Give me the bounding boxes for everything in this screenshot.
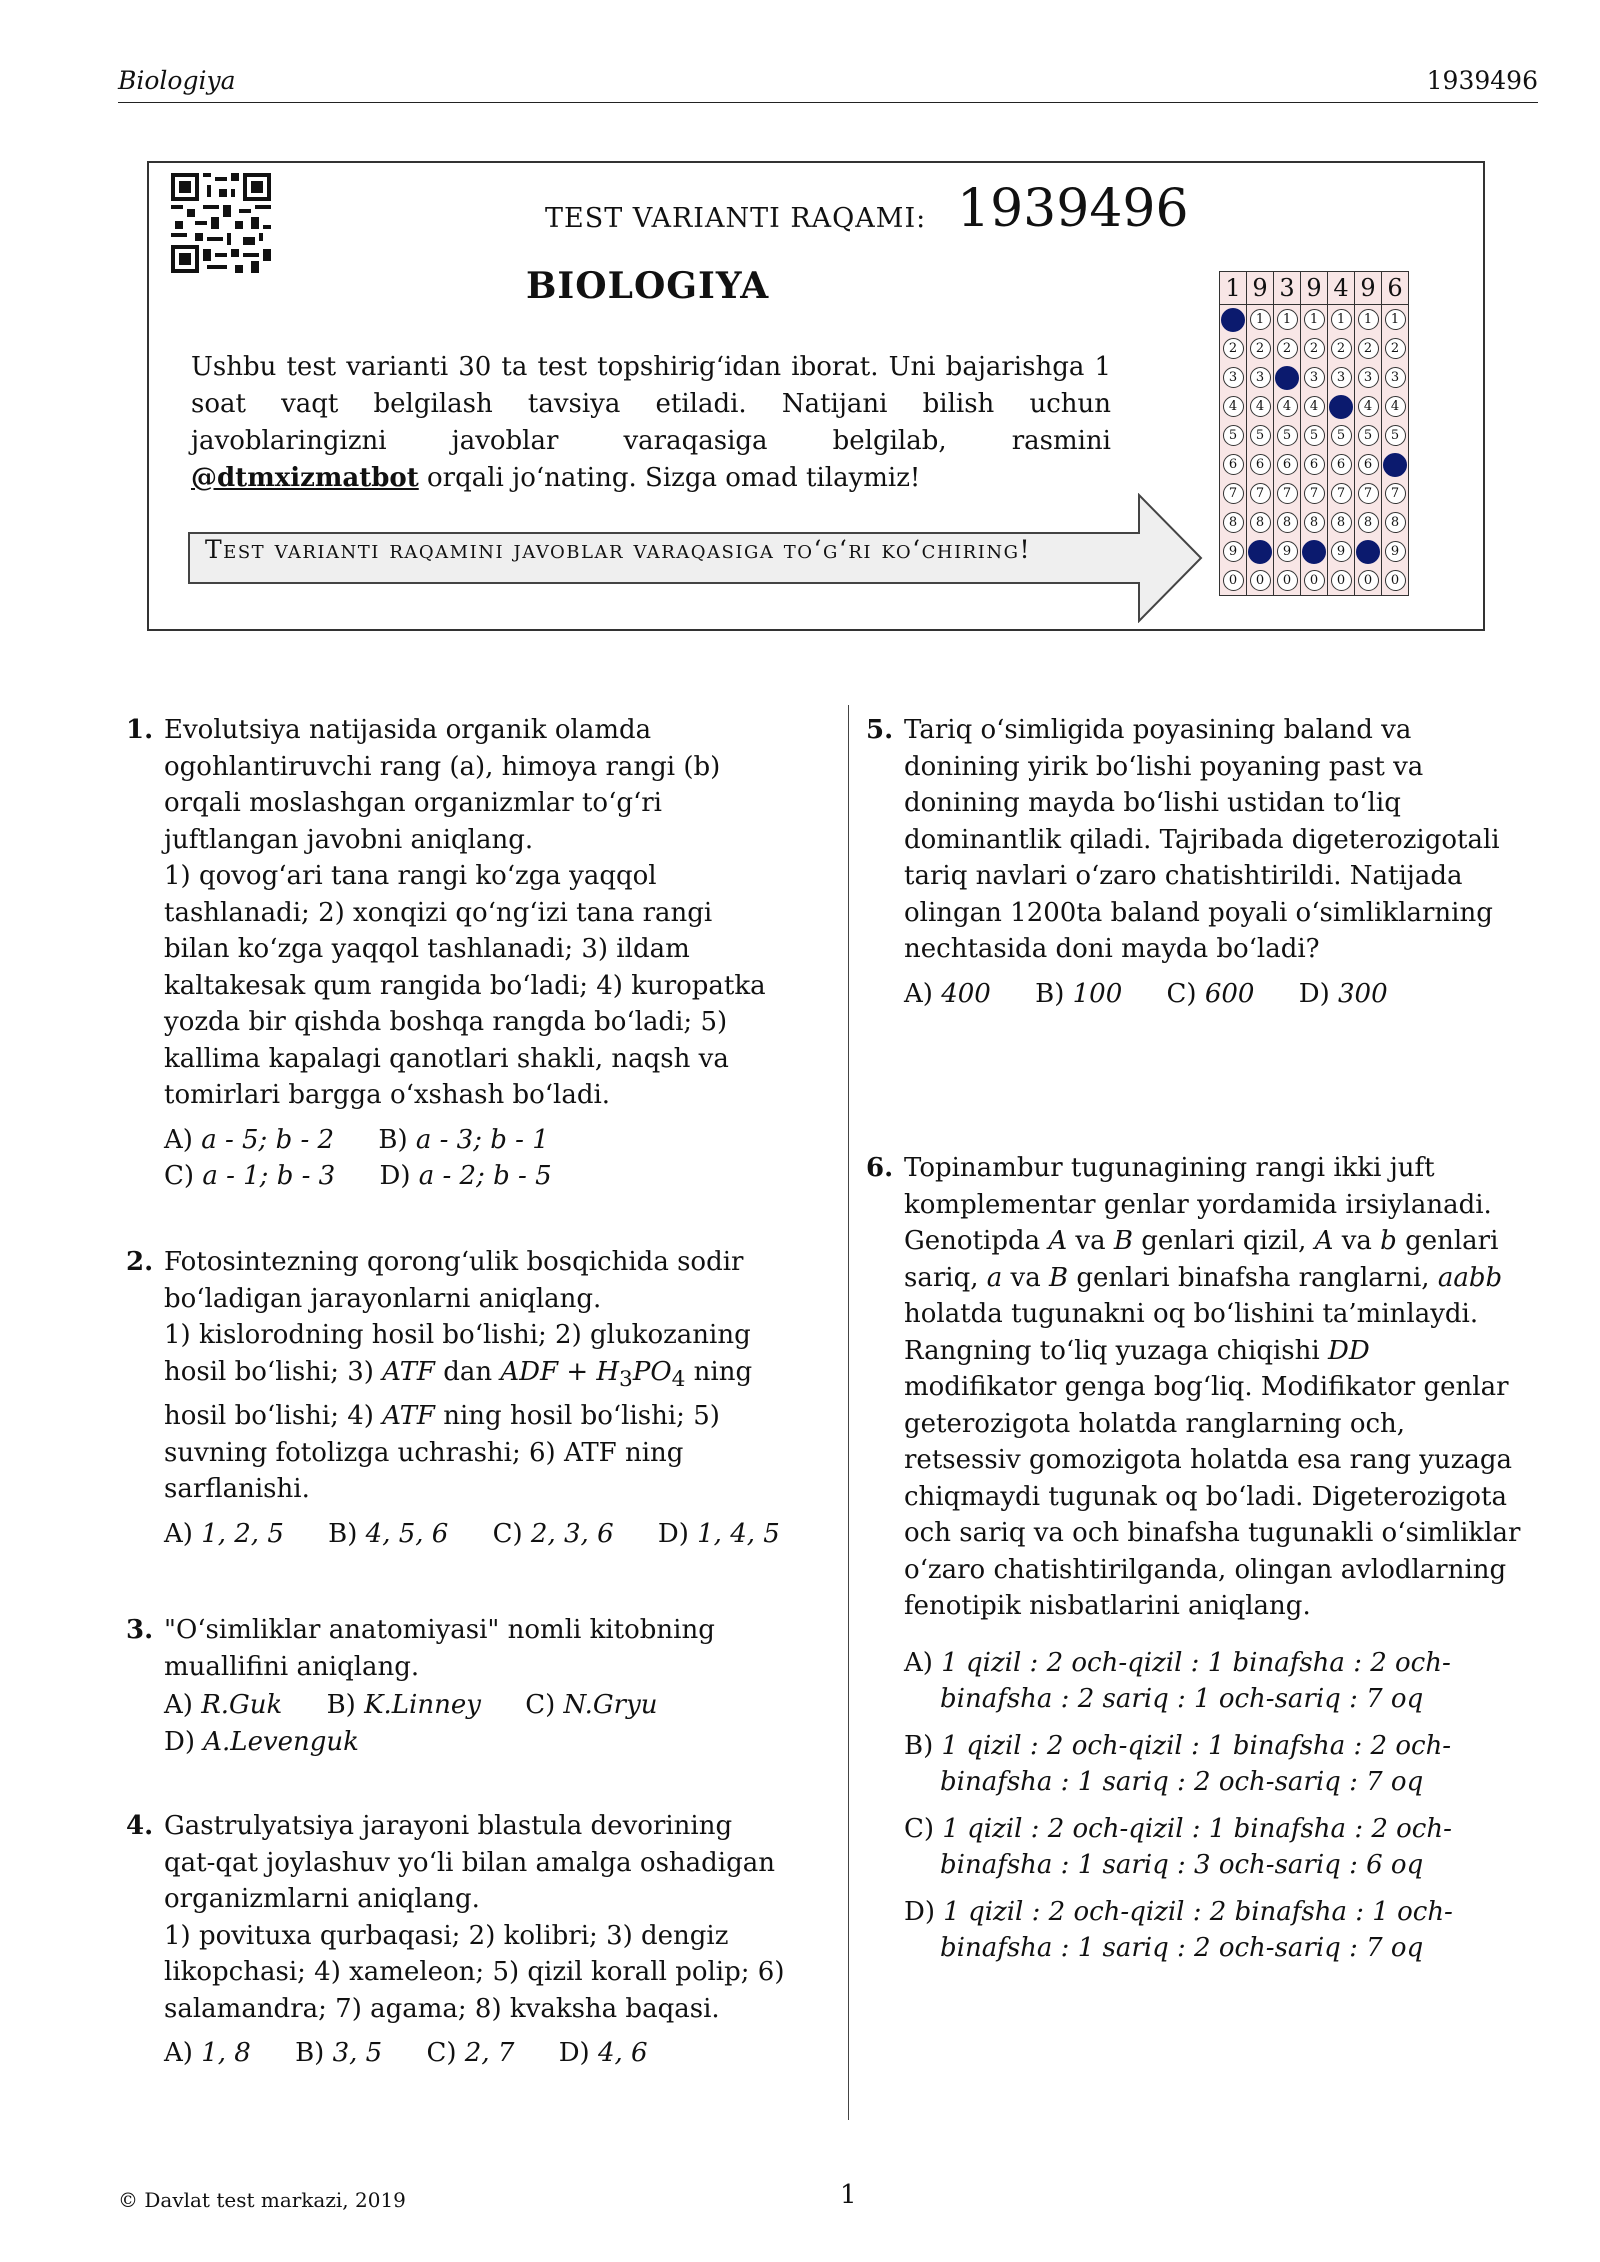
option-a[interactable]: A) 1 qizil : 2 och-qizil : 1 binafsha : 2 och-binafsha : 2 sariq : 1 och-sariq : 7 oq: [904, 1647, 1451, 1714]
bubble[interactable]: 5: [1358, 425, 1379, 446]
option-c[interactable]: C) a - 1; b - 3: [164, 1161, 336, 1191]
bubble-row-2: [1220, 334, 1409, 363]
intro-part-2: orqali jo‘nating. Sizga omad tilaymiz!: [418, 463, 921, 493]
answer-options: [866, 1645, 1526, 1967]
page-header-variant: 1939496: [1426, 66, 1538, 95]
bubble[interactable]: 9: [1223, 541, 1244, 562]
option-d[interactable]: D) 1 qizil : 2 och-qizil : 2 binafsha : 1 och-binafsha : 1 sariq : 2 och-sariq : 7 oq: [904, 1896, 1453, 1963]
bubble[interactable]: 4: [1223, 396, 1244, 417]
question-stem: "O‘simliklar anatomiyasi" nomli kitobning muallifini aniqlang.: [164, 1615, 715, 1682]
bubble[interactable]: 8: [1277, 512, 1298, 533]
bubble[interactable]: 0: [1331, 570, 1352, 591]
question-1: [126, 712, 786, 1195]
bubble[interactable]: 3: [1304, 367, 1325, 388]
bubble[interactable]: 1: [1358, 309, 1379, 330]
bubble[interactable]: 3: [1223, 367, 1244, 388]
bubble[interactable]: 6: [1331, 454, 1352, 475]
question-number: 5.: [866, 715, 894, 745]
header-rule: [118, 102, 1538, 103]
bubble[interactable]: 0: [1250, 570, 1271, 591]
bubble-filled[interactable]: [1221, 308, 1245, 332]
question-stem: Gastrulyatsiya jarayoni blastula devorining qat-qat joylashuv yo‘li bilan amalga oshadigan organizmlarni aniqlang.: [164, 1811, 775, 1914]
option-d[interactable]: D) A.Levenguk: [164, 1726, 359, 1757]
bubble[interactable]: 5: [1304, 425, 1325, 446]
option-c[interactable]: C) 2, 7: [426, 2038, 515, 2068]
bubble-filled[interactable]: [1248, 540, 1272, 564]
answer-options: [164, 1687, 786, 1760]
bubble[interactable]: 2: [1304, 338, 1325, 359]
bubble[interactable]: 4: [1358, 396, 1379, 417]
bubble[interactable]: 7: [1304, 483, 1325, 504]
bubble[interactable]: 0: [1385, 570, 1406, 591]
bubble[interactable]: 1: [1250, 309, 1271, 330]
page-header-subject: Biologiya: [118, 66, 236, 95]
variant-box: [147, 161, 1485, 631]
option-d[interactable]: D) 300: [1298, 978, 1388, 1009]
bubble[interactable]: 6: [1358, 454, 1379, 475]
option-d[interactable]: D) 1, 4, 5: [657, 1518, 780, 1549]
bubble[interactable]: 0: [1277, 570, 1298, 591]
intro-text: [191, 349, 1111, 497]
grid-digit: 9: [1247, 272, 1274, 305]
option-b[interactable]: B) 3, 5: [295, 2038, 383, 2068]
option-b[interactable]: B) 4, 5, 6: [328, 1518, 449, 1549]
bubble[interactable]: 4: [1385, 396, 1406, 417]
variant-bubble-grid[interactable]: [1219, 271, 1409, 596]
question-number: 6.: [866, 1153, 894, 1183]
answer-options: [164, 1122, 786, 1195]
option-b[interactable]: B) 100: [1035, 978, 1123, 1009]
option-b[interactable]: B) K.Linney: [326, 1690, 481, 1720]
bubble[interactable]: 5: [1331, 425, 1352, 446]
grid-digit: 4: [1328, 272, 1355, 305]
bubble[interactable]: 2: [1385, 338, 1406, 359]
bubble[interactable]: 2: [1331, 338, 1352, 359]
bubble[interactable]: 4: [1277, 396, 1298, 417]
option-d[interactable]: D) a - 2; b - 5: [379, 1161, 552, 1191]
bubble-filled[interactable]: [1329, 395, 1353, 419]
bubble[interactable]: 3: [1385, 367, 1406, 388]
variant-number: 1939496: [957, 179, 1189, 239]
grid-digit: 3: [1274, 272, 1301, 305]
bubble-filled[interactable]: [1275, 366, 1299, 390]
bubble[interactable]: 3: [1331, 367, 1352, 388]
bubble[interactable]: 0: [1358, 570, 1379, 591]
bubble[interactable]: 2: [1250, 338, 1271, 359]
bubble-row-7: [1220, 479, 1409, 508]
question-stem: Tariq o‘simligida poyasining baland va donining yirik bo‘lishi poyaning past va donining mayda bo‘lishi ustidan to‘liq dominantlik qiladi. Tajribada digeterozigotali tariq navlari o‘zaro chatishtirildi. Natijada olingan 1200ta baland poyali o‘simliklarning nechtasida doni mayda bo‘ladi?: [904, 715, 1500, 964]
question-stem: Fotosintezning qorong‘ulik bosqichida sodir bo‘ladigan jarayonlarni aniqlang.: [164, 1247, 744, 1314]
bubble[interactable]: 4: [1304, 396, 1325, 417]
option-c[interactable]: C) 1 qizil : 2 och-qizil : 1 binafsha : 2 och-binafsha : 1 sariq : 3 och-sariq : 6 oq: [904, 1813, 1452, 1880]
question-number: 4.: [126, 1811, 154, 1841]
bubble[interactable]: 9: [1385, 541, 1406, 562]
question-2: [126, 1244, 786, 1552]
bubble[interactable]: 8: [1385, 512, 1406, 533]
question-items: 1) povituxa qurbaqasi; 2) kolibri; 3) dengiz likopchasi; 4) xameleon; 5) qizil korall polip; 6) salamandra; 7) agama; 8) kvaksha baqasi.: [164, 1920, 785, 2024]
bubble-filled[interactable]: [1356, 540, 1380, 564]
page-number: 1: [840, 2180, 857, 2210]
bubble[interactable]: 5: [1250, 425, 1271, 446]
option-c[interactable]: C) 2, 3, 6: [492, 1518, 614, 1549]
qr-code-icon: [171, 173, 271, 273]
intro-part-1: Ushbu test varianti 30 ta test topshirig‘idan iborat. Uni bajarishga 1 soat vaqt belgilash tavsiya etiladi. Natijani bilish uchun javoblaringizni javoblar varaqasiga belgilab, rasmini: [191, 352, 1111, 456]
bubble[interactable]: 5: [1385, 425, 1406, 446]
bubble-filled[interactable]: [1302, 540, 1326, 564]
question-number: 1.: [126, 715, 154, 745]
bubble[interactable]: 8: [1358, 512, 1379, 533]
bubble-filled[interactable]: [1383, 453, 1407, 477]
option-a[interactable]: A) 400: [904, 978, 991, 1009]
question-4: [126, 1808, 786, 2072]
grid-digit: 1: [1220, 272, 1247, 305]
option-a[interactable]: A) a - 5; b - 2: [164, 1124, 335, 1155]
bubble[interactable]: 2: [1223, 338, 1244, 359]
bubble[interactable]: 1: [1304, 309, 1325, 330]
bubble[interactable]: 1: [1385, 309, 1406, 330]
bubble[interactable]: 2: [1277, 338, 1298, 359]
question-3: [126, 1612, 786, 1760]
option-b[interactable]: B) a - 3; b - 1: [378, 1124, 549, 1155]
grid-header-row: [1220, 272, 1409, 305]
grid-digit: 9: [1301, 272, 1328, 305]
option-a[interactable]: A) 1, 2, 5: [164, 1518, 284, 1549]
subject-title: BIOLOGIYA: [526, 265, 770, 307]
bubble[interactable]: 8: [1331, 512, 1352, 533]
option-a[interactable]: A) R.Guk: [164, 1690, 283, 1720]
bubble-row-4: [1220, 392, 1409, 421]
bubble[interactable]: 7: [1358, 483, 1379, 504]
question-number: 2.: [126, 1247, 154, 1277]
bubble[interactable]: 4: [1250, 396, 1271, 417]
bot-link[interactable]: @dtmxizmatbot: [191, 463, 419, 493]
answer-options: [164, 1516, 786, 1553]
bubble-row-6: [1220, 450, 1409, 479]
grid-digit: 9: [1355, 272, 1382, 305]
option-a[interactable]: A) 1, 8: [164, 2038, 251, 2068]
bubble[interactable]: 7: [1277, 483, 1298, 504]
bubble[interactable]: 8: [1304, 512, 1325, 533]
bubble-row-1: [1220, 305, 1409, 335]
question-5: [866, 712, 1526, 1012]
bubble[interactable]: 6: [1277, 454, 1298, 475]
bubble[interactable]: 6: [1250, 454, 1271, 475]
option-c[interactable]: C) N.Gryu: [525, 1690, 658, 1720]
column-divider: [848, 705, 849, 2120]
option-c[interactable]: C) 600: [1166, 978, 1255, 1009]
bubble-row-0: [1220, 566, 1409, 596]
bubble[interactable]: 3: [1358, 367, 1379, 388]
question-number: 3.: [126, 1615, 154, 1645]
bubble[interactable]: 7: [1385, 483, 1406, 504]
bubble[interactable]: 3: [1250, 367, 1271, 388]
bubble-row-8: [1220, 508, 1409, 537]
option-b[interactable]: B) 1 qizil : 2 och-qizil : 1 binafsha : 2 och-binafsha : 1 sariq : 2 och-sariq : 7 oq: [904, 1730, 1452, 1797]
answer-options: [904, 976, 1526, 1013]
bubble[interactable]: 0: [1304, 570, 1325, 591]
question-stem: Evolutsiya natijasida organik olamda ogohlantiruvchi rang (a), himoya rangi (b) orqali moslashgan organizmlar to‘g‘ri juftlangan javobni aniqlang.: [164, 715, 721, 855]
bubble[interactable]: 7: [1331, 483, 1352, 504]
bubble[interactable]: 7: [1250, 483, 1271, 504]
bubble[interactable]: 8: [1250, 512, 1271, 533]
question-items: 1) qovog‘ari tana rangi ko‘zga yaqqol tashlanadi; 2) xonqizi qo‘ng‘izi tana rangi bilan ko‘zga yaqqol tashlanadi; 3) ildam kaltakesak qum rangida bo‘ladi; 4) kuropatka yozda bir qishda boshqa rangda bo‘ladi; 5) kallima kapalagi qanotlari shakli, naqsh va tomirlari bargga o‘xshash bo‘ladi.: [164, 861, 766, 1110]
variant-label: TEST VARIANTI RAQAMI:: [545, 203, 927, 234]
question-items: 1) kislorodning hosil bo‘lishi; 2) glukozaning hosil bo‘lishi; 3) ATF dan ADF + $H_3PO_4$ ning hosil bo‘lishi; 4) ATF ning hosil bo‘lishi; 5) suvning fotolizga uchrashi; 6) ATF ning sarflanishi.: [164, 1320, 753, 1505]
question-6: [866, 1150, 1526, 1977]
bubble[interactable]: 6: [1223, 454, 1244, 475]
question-stem: Topinambur tugunagining rangi ikki juft komplementar genlar yordamida irsiylanadi. Genotipda A va B genlari qizil, A va b genlari sariq, a va B genlari binafsha ranglarni, aabb holatda tugunakni oq bo‘lishini ta’minlaydi. Rangning to‘liq yuzaga chiqishi DD modifikator genga bog‘liq. Modifikator genlar geterozigota holatda ranglarning och, retsessiv gomozigota holatda esa rang yuzaga chiqmaydi tugunak oq bo‘ladi. Digeterozigota och sariq va och binafsha tugunakli o‘simliklar o‘zaro chatishtirilganda, olingan avlodlarning fenotipik nisbatlarini aniqlang.: [904, 1153, 1521, 1621]
bubble[interactable]: 8: [1223, 512, 1244, 533]
bubble[interactable]: 5: [1223, 425, 1244, 446]
bubble-row-3: [1220, 363, 1409, 392]
bubble-row-5: [1220, 421, 1409, 450]
answer-options: [164, 2035, 786, 2072]
bubble[interactable]: 7: [1223, 483, 1244, 504]
option-d[interactable]: D) 4, 6: [558, 2038, 648, 2068]
bubble[interactable]: 2: [1358, 338, 1379, 359]
footer-copyright: © Davlat test markazi, 2019: [118, 2188, 406, 2212]
bubble-row-9: [1220, 537, 1409, 566]
arrow-instruction: Test varianti raqamini javoblar varaqasiga to‘g‘ri ko‘chiring!: [205, 535, 1032, 564]
bubble[interactable]: 5: [1277, 425, 1298, 446]
bubble[interactable]: 1: [1277, 309, 1298, 330]
grid-digit: 6: [1382, 272, 1409, 305]
bubble[interactable]: 6: [1304, 454, 1325, 475]
bubble[interactable]: 1: [1331, 309, 1352, 330]
bubble[interactable]: 9: [1331, 541, 1352, 562]
bubble[interactable]: 0: [1223, 570, 1244, 591]
bubble[interactable]: 9: [1277, 541, 1298, 562]
